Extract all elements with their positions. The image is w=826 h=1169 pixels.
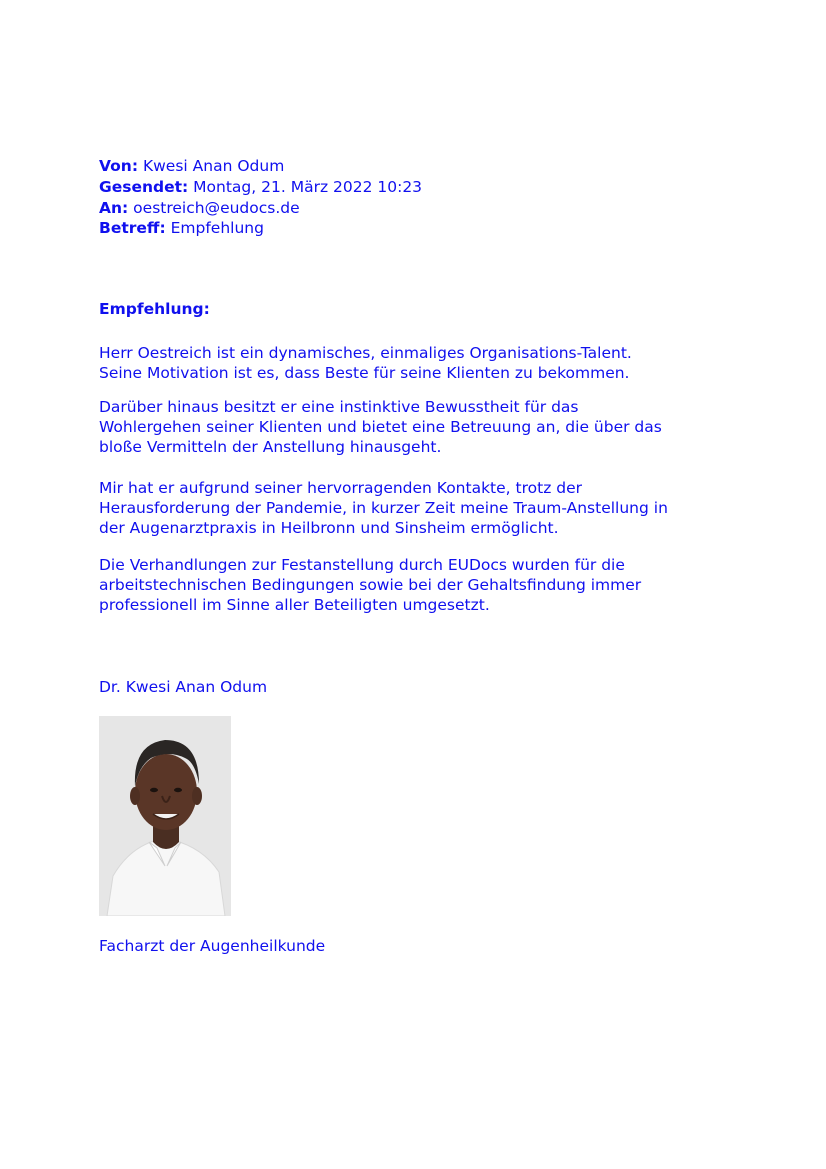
sent-value: Montag, 21. März 2022 10:23 <box>193 178 423 196</box>
paragraph-3 <box>99 478 668 538</box>
paragraph-line: Seine Motivation ist es, dass Beste für seine Klienten zu bekommen. <box>99 364 630 382</box>
paragraph-line: Wohlergehen seiner Klienten und bietet eine Betreuung an, die über das <box>99 418 662 436</box>
portrait-photo <box>99 716 231 916</box>
paragraph-line: Mir hat er aufgrund seiner hervorragenden Kontakte, trotz der <box>99 479 583 497</box>
to-value: oestreich@eudocs.de <box>133 199 300 217</box>
signature-role: Facharzt der Augenheilkunde <box>99 937 326 955</box>
recommendation-title: Empfehlung: <box>99 300 210 318</box>
paragraph-4 <box>99 555 641 615</box>
to-label: An: <box>99 199 129 217</box>
paragraph-1 <box>99 343 632 383</box>
to-line <box>99 198 300 218</box>
from-value: Kwesi Anan Odum <box>142 157 285 175</box>
paragraph-line: bloße Vermitteln der Anstellung hinausgeht. <box>99 438 442 456</box>
paragraph-line: der Augenarztpraxis in Heilbronn und Sinsheim ermöglicht. <box>99 519 559 537</box>
paragraph-line: Darüber hinaus besitzt er eine instinktive Bewusstheit für das <box>99 398 579 416</box>
paragraph-line: professionell im Sinne aller Beteiligten umgesetzt. <box>99 596 490 614</box>
paragraph-2 <box>99 397 662 457</box>
paragraph-line: Herausforderung der Pandemie, in kurzer Zeit meine Traum-Anstellung in <box>99 499 668 517</box>
subject-value: Empfehlung <box>170 219 264 237</box>
subject-line <box>99 218 264 238</box>
paragraph-line: arbeitstechnischen Bedingungen sowie bei der Gehaltsfindung immer <box>99 576 642 594</box>
paragraph-line: Die Verhandlungen zur Festanstellung durch EUDocs wurden für die <box>99 556 625 574</box>
signature-name: Dr. Kwesi Anan Odum <box>99 678 268 696</box>
sent-label: Gesendet: <box>99 178 189 196</box>
sent-line <box>99 177 422 197</box>
paragraph-line: Herr Oestreich ist ein dynamisches, einmaliges Organisations-Talent. <box>99 344 632 362</box>
from-line <box>99 156 284 176</box>
subject-label: Betreff: <box>99 219 166 237</box>
portrait-illustration <box>99 716 231 916</box>
from-label: Von: <box>99 157 139 175</box>
